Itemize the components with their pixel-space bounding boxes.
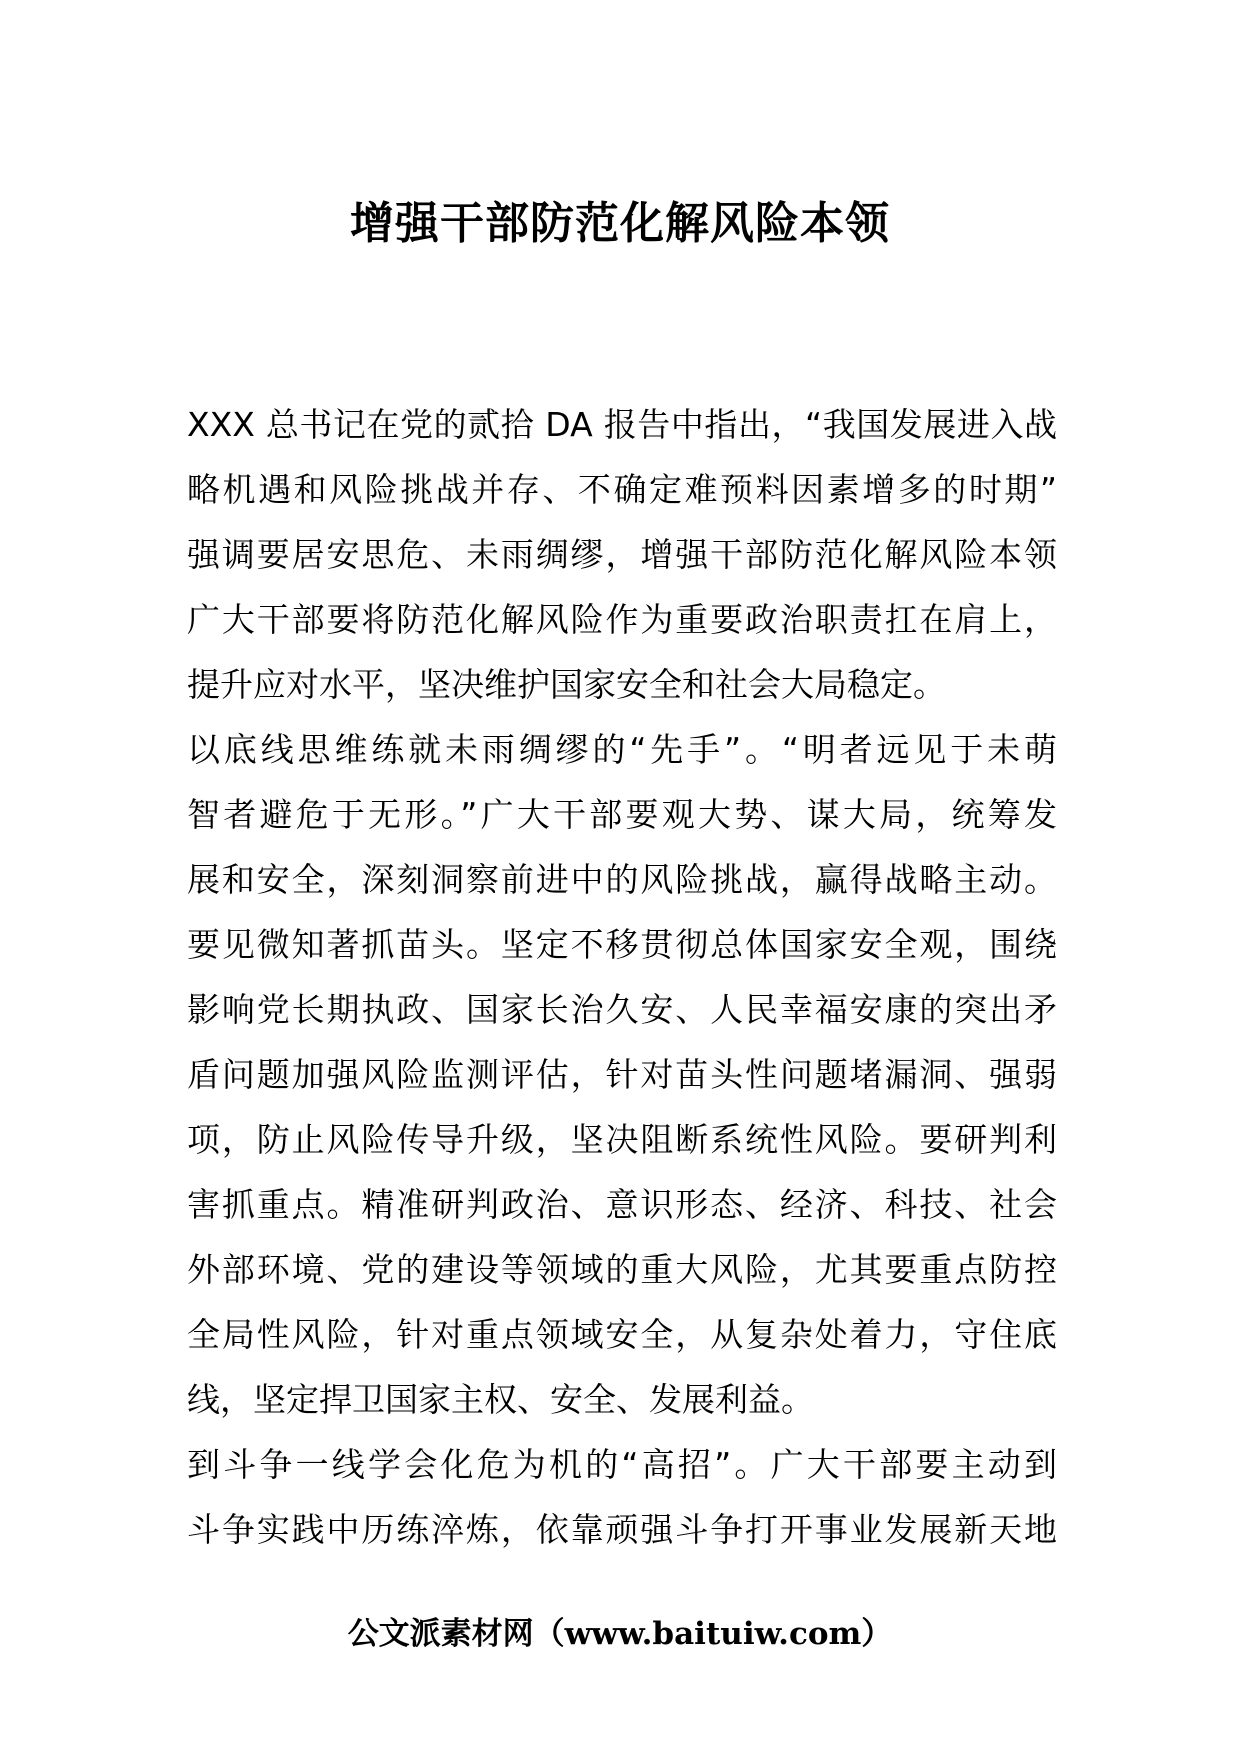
body-line: 强调要居安思危、未雨绸缪，增强干部防范化解风险本领 (187, 535, 1057, 574)
body-line: 要见微知著抓苗头。坚定不移贯彻总体国家安全观，围绕 (187, 925, 1057, 964)
body-line: 害抓重点。精准研判政治、意识形态、经济、科技、社会 (187, 1185, 1057, 1224)
body-line: 斗争实践中历练淬炼，依靠顽强斗争打开事业发展新天地 (187, 1510, 1057, 1549)
footer-source: 公文派素材网（www.baituiw.com） (347, 1616, 893, 1652)
body-line: 项，防止风险传导升级，坚决阻断系统性风险。要研判利 (187, 1120, 1057, 1159)
body-line: XXX 总书记在党的贰拾 DA 报告中指出，“我国发展进入战 (187, 405, 1057, 444)
body-line: 提升应对水平，坚决维护国家安全和社会大局稳定。 (187, 665, 946, 704)
document-title: 增强干部防范化解风险本领 (350, 198, 890, 249)
body-line: 智者避危于无形。”广大干部要观大势、谋大局，统筹发 (187, 795, 1057, 834)
body-line: 影响党长期执政、国家长治久安、人民幸福安康的突出矛 (187, 990, 1057, 1029)
body-line: 以底线思维练就未雨绸缪的“先手”。“明者远见于未萌 (187, 730, 1057, 769)
body-line: 线，坚定捍卫国家主权、安全、发展利益。 (187, 1380, 814, 1419)
body-line: 外部环境、党的建设等领域的重大风险，尤其要重点防控 (187, 1250, 1057, 1289)
body-line: 展和安全，深刻洞察前进中的风险挑战，赢得战略主动。 (187, 860, 1057, 899)
document-body (187, 392, 1057, 1562)
body-line: 盾问题加强风险监测评估，针对苗头性问题堵漏洞、强弱 (187, 1055, 1057, 1094)
body-line: 全局性风险，针对重点领域安全，从复杂处着力，守住底 (187, 1315, 1057, 1354)
body-line: 略机遇和风险挑战并存、不确定难预料因素增多的时期” (187, 470, 1057, 509)
body-line: 到斗争一线学会化危为机的“高招”。广大干部要主动到 (187, 1445, 1057, 1484)
body-line: 广大干部要将防范化解风险作为重要政治职责扛在肩上， (187, 600, 1057, 639)
